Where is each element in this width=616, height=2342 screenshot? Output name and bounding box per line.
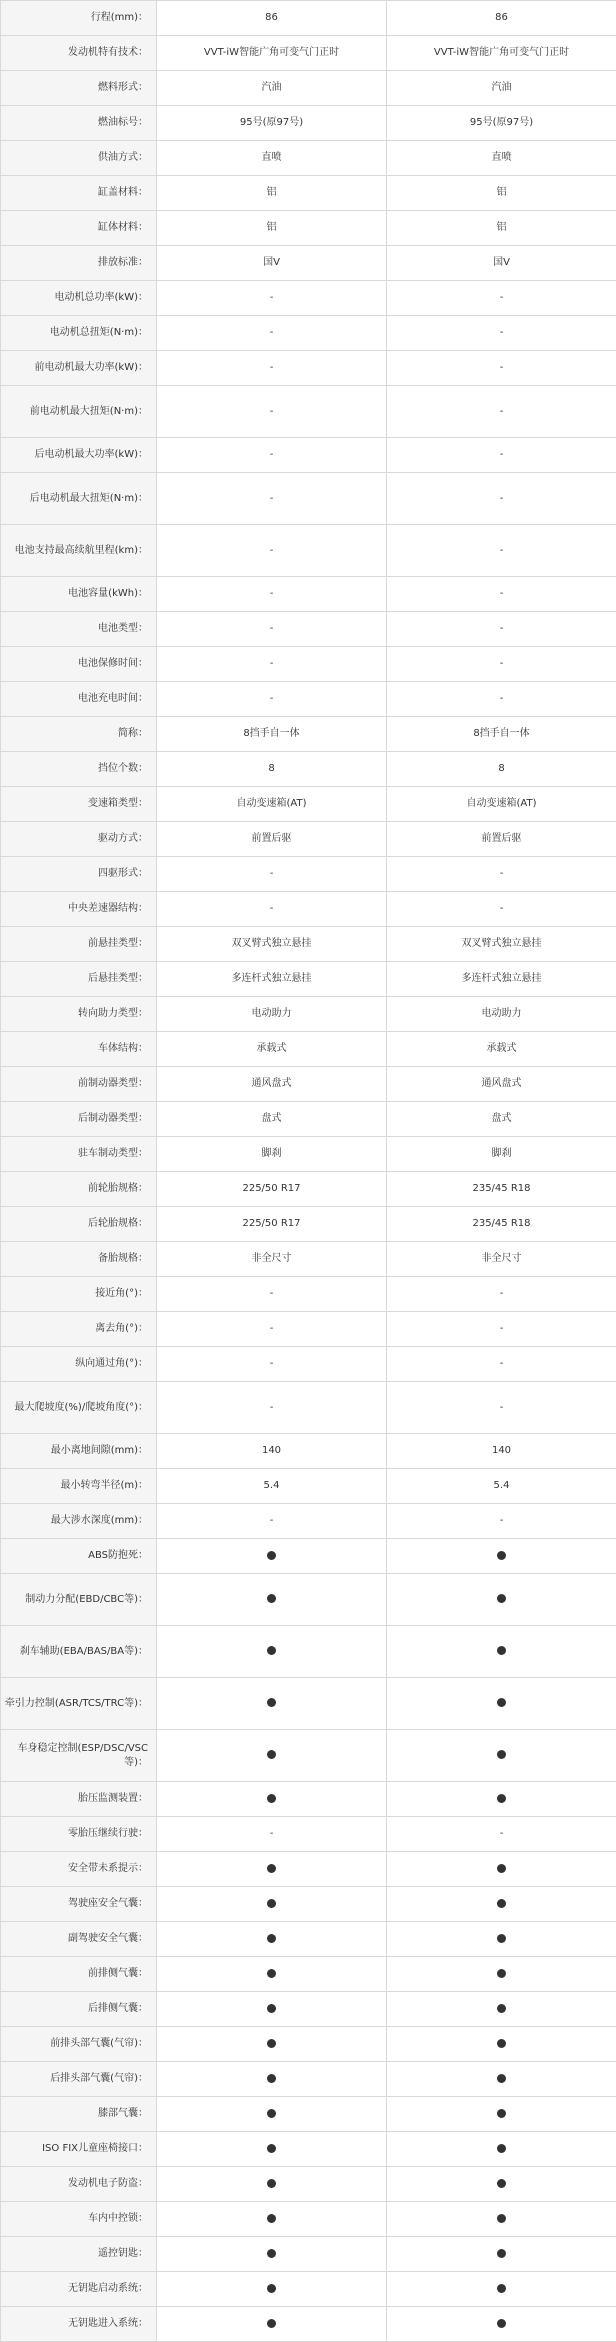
value-cell: 电动助力 — [157, 997, 387, 1032]
standard-dot-icon — [497, 2109, 506, 2118]
row-label: 燃料形式： — [1, 71, 157, 106]
standard-cell — [387, 1730, 616, 1782]
value-cell: - — [157, 281, 387, 316]
value-cell: 脚刹 — [387, 1137, 616, 1172]
value-cell: VVT-iW智能广角可变气门正时 — [387, 36, 616, 71]
value-cell: - — [157, 1504, 387, 1539]
value-cell: - — [387, 682, 616, 717]
standard-dot-icon — [267, 1794, 276, 1803]
value-cell: - — [157, 892, 387, 927]
row-label: 电池充电时间： — [1, 682, 157, 717]
value-cell: 前置后驱 — [387, 822, 616, 857]
standard-dot-icon — [497, 1698, 506, 1707]
table-row — [1, 1277, 616, 1312]
standard-cell — [157, 2202, 387, 2237]
value-cell: - — [157, 577, 387, 612]
table-row — [1, 927, 616, 962]
standard-cell — [157, 1782, 387, 1817]
standard-dot-icon — [497, 2179, 506, 2188]
standard-cell — [387, 2062, 616, 2097]
table-row — [1, 892, 616, 927]
table-row — [1, 1539, 616, 1574]
standard-dot-icon — [497, 2004, 506, 2013]
table-row — [1, 1347, 616, 1382]
row-label: 排放标准： — [1, 246, 157, 281]
table-row — [1, 1504, 616, 1539]
table-row — [1, 612, 616, 647]
value-cell: - — [157, 1277, 387, 1312]
value-cell: 盘式 — [387, 1102, 616, 1137]
row-label: 前排侧气囊： — [1, 1957, 157, 1992]
row-label: 后制动器类型： — [1, 1102, 157, 1137]
table-row — [1, 1032, 616, 1067]
row-label: 无钥匙启动系统： — [1, 2272, 157, 2307]
standard-dot-icon — [267, 2144, 276, 2153]
standard-dot-icon — [497, 1646, 506, 1655]
value-cell: VVT-iW智能广角可变气门正时 — [157, 36, 387, 71]
standard-dot-icon — [267, 1899, 276, 1908]
value-cell: - — [387, 892, 616, 927]
standard-dot-icon — [497, 1934, 506, 1943]
row-label: 变速箱类型： — [1, 787, 157, 822]
table-row — [1, 1730, 616, 1782]
row-label: 副驾驶安全气囊： — [1, 1922, 157, 1957]
row-label: 车内中控锁： — [1, 2202, 157, 2237]
standard-dot-icon — [267, 1698, 276, 1707]
table-row — [1, 1382, 616, 1434]
standard-cell — [157, 1626, 387, 1678]
value-cell: - — [387, 647, 616, 682]
standard-cell — [387, 1678, 616, 1730]
row-label: 发动机特有技术： — [1, 36, 157, 71]
value-cell: - — [387, 1277, 616, 1312]
value-cell: 铝 — [157, 211, 387, 246]
standard-cell — [157, 2307, 387, 2342]
value-cell: 8 — [157, 752, 387, 787]
standard-dot-icon — [267, 1750, 276, 1759]
row-label: 备胎规格： — [1, 1242, 157, 1277]
standard-cell — [387, 1922, 616, 1957]
standard-dot-icon — [267, 2039, 276, 2048]
standard-cell — [157, 1957, 387, 1992]
value-cell: 95号(原97号) — [387, 106, 616, 141]
table-row — [1, 752, 616, 787]
row-label: 遥控钥匙： — [1, 2237, 157, 2272]
standard-dot-icon — [267, 2214, 276, 2223]
row-label: 前轮胎规格： — [1, 1172, 157, 1207]
value-cell: - — [387, 473, 616, 525]
value-cell: - — [387, 612, 616, 647]
value-cell: - — [387, 281, 616, 316]
value-cell: - — [157, 1382, 387, 1434]
row-label: 电池保修时间： — [1, 647, 157, 682]
standard-dot-icon — [267, 2319, 276, 2328]
value-cell: 140 — [157, 1434, 387, 1469]
value-cell: - — [387, 857, 616, 892]
value-cell: 铝 — [387, 211, 616, 246]
standard-cell — [387, 2307, 616, 2342]
row-label: 车身稳定控制(ESP/DSC/VSC等)： — [1, 1730, 157, 1782]
row-label: 最小转弯半径(m)： — [1, 1469, 157, 1504]
value-cell: 自动变速箱(AT) — [157, 787, 387, 822]
value-cell: 电动助力 — [387, 997, 616, 1032]
value-cell: 225/50 R17 — [157, 1207, 387, 1242]
row-label: 最小离地间隙(mm)： — [1, 1434, 157, 1469]
row-label: 牵引力控制(ASR/TCS/TRC等)： — [1, 1678, 157, 1730]
value-cell: 双叉臂式独立悬挂 — [157, 927, 387, 962]
table-row — [1, 2132, 616, 2167]
row-label: 发动机电子防盗： — [1, 2167, 157, 2202]
value-cell: 承载式 — [387, 1032, 616, 1067]
value-cell: - — [387, 438, 616, 473]
row-label: 电池容量(kWh)： — [1, 577, 157, 612]
standard-dot-icon — [267, 2179, 276, 2188]
value-cell: - — [387, 525, 616, 577]
value-cell: 140 — [387, 1434, 616, 1469]
table-row — [1, 1574, 616, 1626]
row-label: 纵向通过角(°)： — [1, 1347, 157, 1382]
value-cell: 8挡手自一体 — [157, 717, 387, 752]
row-label: 胎压监测装置： — [1, 1782, 157, 1817]
table-row — [1, 141, 616, 176]
standard-dot-icon — [497, 1899, 506, 1908]
table-row — [1, 316, 616, 351]
standard-cell — [157, 2027, 387, 2062]
table-row — [1, 1817, 616, 1852]
table-row — [1, 386, 616, 438]
row-label: 挡位个数： — [1, 752, 157, 787]
standard-cell — [387, 1574, 616, 1626]
row-label: 离去角(°)： — [1, 1312, 157, 1347]
value-cell: - — [157, 386, 387, 438]
table-row — [1, 2237, 616, 2272]
standard-dot-icon — [497, 1750, 506, 1759]
row-label: 刹车辅助(EBA/BAS/BA等)： — [1, 1626, 157, 1678]
value-cell: 国V — [387, 246, 616, 281]
table-row — [1, 1957, 616, 1992]
value-cell: - — [157, 612, 387, 647]
table-row — [1, 525, 616, 577]
standard-dot-icon — [497, 2319, 506, 2328]
table-row — [1, 1852, 616, 1887]
standard-cell — [157, 1730, 387, 1782]
row-label: 制动力分配(EBD/CBC等)： — [1, 1574, 157, 1626]
row-label: 后电动机最大扭矩(N·m)： — [1, 473, 157, 525]
standard-cell — [387, 1782, 616, 1817]
row-label: 电动机总扭矩(N·m)： — [1, 316, 157, 351]
standard-dot-icon — [267, 1934, 276, 1943]
value-cell: - — [387, 386, 616, 438]
standard-cell — [387, 1887, 616, 1922]
standard-dot-icon — [497, 1794, 506, 1803]
row-label: 前悬挂类型： — [1, 927, 157, 962]
value-cell: - — [157, 473, 387, 525]
value-cell: 汽油 — [157, 71, 387, 106]
table-row — [1, 1469, 616, 1504]
value-cell: 多连杆式独立悬挂 — [157, 962, 387, 997]
value-cell: 脚刹 — [157, 1137, 387, 1172]
value-cell: 235/45 R18 — [387, 1207, 616, 1242]
row-label: 缸盖材料： — [1, 176, 157, 211]
standard-dot-icon — [267, 2074, 276, 2083]
value-cell: - — [387, 1382, 616, 1434]
table-row — [1, 1102, 616, 1137]
row-label: ABS防抱死： — [1, 1539, 157, 1574]
standard-dot-icon — [267, 1969, 276, 1978]
table-row — [1, 822, 616, 857]
value-cell: - — [157, 1347, 387, 1382]
value-cell: 225/50 R17 — [157, 1172, 387, 1207]
row-label: 前排头部气囊(气帘)： — [1, 2027, 157, 2062]
value-cell: 8 — [387, 752, 616, 787]
value-cell: 通风盘式 — [157, 1067, 387, 1102]
table-row — [1, 176, 616, 211]
row-label: 供油方式： — [1, 141, 157, 176]
value-cell: - — [157, 1817, 387, 1852]
value-cell: 盘式 — [157, 1102, 387, 1137]
row-label: 后轮胎规格： — [1, 1207, 157, 1242]
value-cell: - — [157, 351, 387, 386]
value-cell: 汽油 — [387, 71, 616, 106]
standard-dot-icon — [497, 2249, 506, 2258]
table-row — [1, 2027, 616, 2062]
row-label: 前电动机最大扭矩(N·m)： — [1, 386, 157, 438]
table-row — [1, 1172, 616, 1207]
value-cell: - — [387, 316, 616, 351]
standard-cell — [157, 1922, 387, 1957]
value-cell: 多连杆式独立悬挂 — [387, 962, 616, 997]
standard-dot-icon — [267, 1864, 276, 1873]
standard-dot-icon — [497, 2214, 506, 2223]
table-row — [1, 1434, 616, 1469]
value-cell: 5.4 — [387, 1469, 616, 1504]
row-label: 转向助力类型： — [1, 997, 157, 1032]
row-label: 驻车制动类型： — [1, 1137, 157, 1172]
value-cell: 通风盘式 — [387, 1067, 616, 1102]
table-row — [1, 682, 616, 717]
table-row — [1, 281, 616, 316]
table-row — [1, 1207, 616, 1242]
standard-cell — [157, 2132, 387, 2167]
row-label: 膝部气囊： — [1, 2097, 157, 2132]
row-label: 简称： — [1, 717, 157, 752]
standard-cell — [387, 1992, 616, 2027]
table-row — [1, 36, 616, 71]
value-cell: 86 — [387, 1, 616, 36]
table-row — [1, 71, 616, 106]
value-cell: - — [387, 1504, 616, 1539]
row-label: 电池类型： — [1, 612, 157, 647]
row-label: 无钥匙进入系统： — [1, 2307, 157, 2342]
standard-dot-icon — [497, 1551, 506, 1560]
standard-cell — [387, 2027, 616, 2062]
table-row — [1, 1782, 616, 1817]
value-cell: - — [157, 525, 387, 577]
row-label: 四驱形式： — [1, 857, 157, 892]
value-cell: 国V — [157, 246, 387, 281]
standard-dot-icon — [497, 1594, 506, 1603]
row-label: 最大爬坡度(%)/爬坡角度(°)： — [1, 1382, 157, 1434]
row-label: 接近角(°)： — [1, 1277, 157, 1312]
value-cell: - — [387, 1817, 616, 1852]
table-row — [1, 1626, 616, 1678]
row-label: 前制动器类型： — [1, 1067, 157, 1102]
value-cell: - — [157, 857, 387, 892]
standard-cell — [387, 2237, 616, 2272]
table-row — [1, 351, 616, 386]
value-cell: - — [387, 1312, 616, 1347]
standard-cell — [157, 2167, 387, 2202]
standard-cell — [157, 1852, 387, 1887]
standard-cell — [387, 2097, 616, 2132]
standard-dot-icon — [497, 1969, 506, 1978]
row-label: 前电动机最大功率(kW)： — [1, 351, 157, 386]
row-label: 车体结构： — [1, 1032, 157, 1067]
standard-cell — [157, 2097, 387, 2132]
standard-cell — [157, 1678, 387, 1730]
table-row — [1, 1922, 616, 1957]
standard-dot-icon — [267, 1594, 276, 1603]
table-row — [1, 787, 616, 822]
table-row — [1, 2272, 616, 2307]
standard-cell — [157, 1992, 387, 2027]
table-row — [1, 1678, 616, 1730]
standard-cell — [157, 1887, 387, 1922]
standard-dot-icon — [497, 2144, 506, 2153]
value-cell: 自动变速箱(AT) — [387, 787, 616, 822]
table-row — [1, 577, 616, 612]
row-label: 驱动方式： — [1, 822, 157, 857]
standard-dot-icon — [267, 2109, 276, 2118]
value-cell: - — [387, 351, 616, 386]
standard-cell — [387, 2132, 616, 2167]
value-cell: 235/45 R18 — [387, 1172, 616, 1207]
standard-cell — [157, 2062, 387, 2097]
value-cell: - — [157, 316, 387, 351]
value-cell: - — [387, 1347, 616, 1382]
row-label: 燃油标号： — [1, 106, 157, 141]
spec-body — [1, 1, 616, 2342]
table-row — [1, 106, 616, 141]
value-cell: - — [157, 682, 387, 717]
table-row — [1, 1067, 616, 1102]
table-row — [1, 717, 616, 752]
standard-dot-icon — [267, 1551, 276, 1560]
standard-cell — [157, 2237, 387, 2272]
value-cell: - — [157, 1312, 387, 1347]
value-cell: 铝 — [157, 176, 387, 211]
standard-cell — [387, 1539, 616, 1574]
standard-cell — [157, 1539, 387, 1574]
value-cell: 铝 — [387, 176, 616, 211]
table-row — [1, 857, 616, 892]
standard-cell — [387, 1626, 616, 1678]
standard-dot-icon — [267, 1646, 276, 1655]
row-label: 零胎压继续行驶： — [1, 1817, 157, 1852]
table-row — [1, 246, 616, 281]
row-label: 电池支持最高续航里程(km)： — [1, 525, 157, 577]
table-row — [1, 2202, 616, 2237]
table-row — [1, 211, 616, 246]
table-row — [1, 2097, 616, 2132]
standard-dot-icon — [267, 2284, 276, 2293]
value-cell: 非全尺寸 — [387, 1242, 616, 1277]
row-label: 缸体材料： — [1, 211, 157, 246]
value-cell: 双叉臂式独立悬挂 — [387, 927, 616, 962]
standard-cell — [157, 2272, 387, 2307]
standard-dot-icon — [497, 1864, 506, 1873]
row-label: 中央差速器结构： — [1, 892, 157, 927]
standard-cell — [387, 2202, 616, 2237]
value-cell: 直喷 — [157, 141, 387, 176]
standard-dot-icon — [497, 2284, 506, 2293]
value-cell: 95号(原97号) — [157, 106, 387, 141]
row-label: 后排侧气囊： — [1, 1992, 157, 2027]
standard-dot-icon — [497, 2074, 506, 2083]
value-cell: 5.4 — [157, 1469, 387, 1504]
table-row — [1, 1242, 616, 1277]
row-label: 后悬挂类型： — [1, 962, 157, 997]
standard-cell — [387, 1957, 616, 1992]
row-label: 驾驶座安全气囊： — [1, 1887, 157, 1922]
table-row — [1, 997, 616, 1032]
row-label: 最大涉水深度(mm)： — [1, 1504, 157, 1539]
table-row — [1, 2307, 616, 2342]
table-row — [1, 1992, 616, 2027]
value-cell: 直喷 — [387, 141, 616, 176]
table-row — [1, 2062, 616, 2097]
table-row — [1, 473, 616, 525]
value-cell: 86 — [157, 1, 387, 36]
standard-cell — [157, 1574, 387, 1626]
value-cell: 前置后驱 — [157, 822, 387, 857]
standard-cell — [387, 2167, 616, 2202]
standard-dot-icon — [497, 2039, 506, 2048]
value-cell: 8挡手自一体 — [387, 717, 616, 752]
row-label: 行程(mm)： — [1, 1, 157, 36]
row-label: 安全带未系提示： — [1, 1852, 157, 1887]
row-label: 后电动机最大功率(kW)： — [1, 438, 157, 473]
value-cell: - — [157, 647, 387, 682]
table-row — [1, 1312, 616, 1347]
row-label: ISO FIX儿童座椅接口： — [1, 2132, 157, 2167]
standard-dot-icon — [267, 2249, 276, 2258]
standard-dot-icon — [267, 2004, 276, 2013]
standard-cell — [387, 2272, 616, 2307]
standard-cell — [387, 1852, 616, 1887]
row-label: 后排头部气囊(气帘)： — [1, 2062, 157, 2097]
row-label: 电动机总功率(kW)： — [1, 281, 157, 316]
table-row — [1, 1137, 616, 1172]
value-cell: 承载式 — [157, 1032, 387, 1067]
table-row — [1, 647, 616, 682]
table-row — [1, 2167, 616, 2202]
table-row — [1, 1887, 616, 1922]
table-row — [1, 438, 616, 473]
value-cell: - — [387, 577, 616, 612]
table-row — [1, 1, 616, 36]
value-cell: - — [157, 438, 387, 473]
value-cell: 非全尺寸 — [157, 1242, 387, 1277]
table-row — [1, 962, 616, 997]
